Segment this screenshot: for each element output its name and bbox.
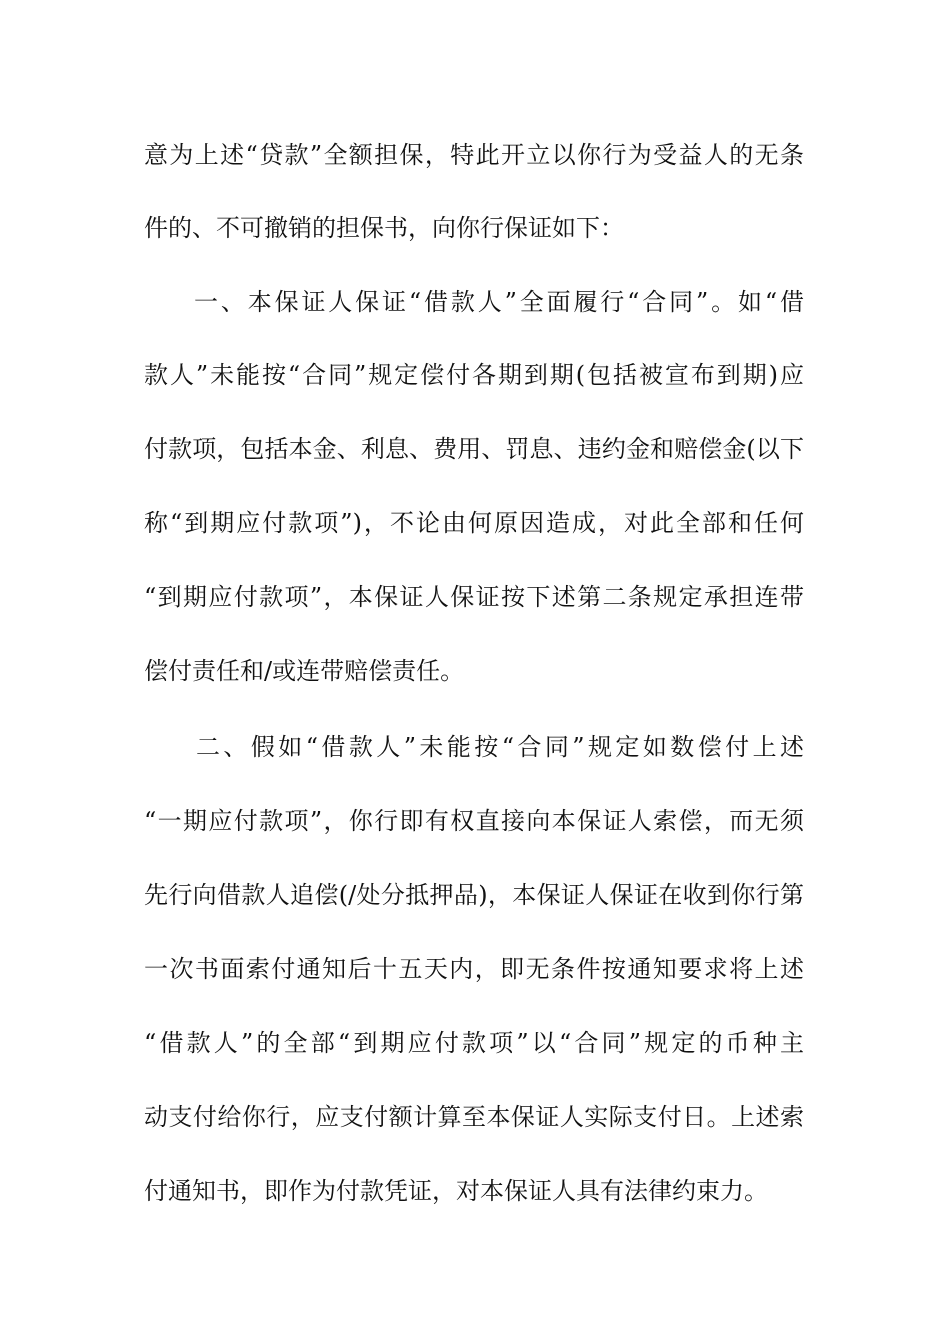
- text-line: 偿付责任和/或连带赔偿责任。: [144, 657, 465, 685]
- clause-1-heading-line: 一、本保证人保证“借款人”全面履行“合同”。如“借: [194, 288, 804, 316]
- text-line: 先行向借款人追偿(/处分抵押品)，本保证人保证在收到你行第: [144, 881, 804, 909]
- text-line: 意为上述“贷款”全额担保，特此开立以你行为受益人的无条: [144, 141, 804, 169]
- text-line: 款人”未能按“合同”规定偿付各期到期(包括被宣布到期)应: [144, 361, 804, 389]
- text-line: “一期应付款项”，你行即有权直接向本保证人索偿，而无须: [144, 807, 804, 835]
- text-line: 付通知书，即作为付款凭证，对本保证人具有法律约束力。: [144, 1177, 768, 1205]
- text-line: 一次书面索付通知后十五天内，即无条件按通知要求将上述: [144, 955, 804, 983]
- text-line: “借款人”的全部“到期应付款项”以“合同”规定的币种主: [144, 1029, 804, 1057]
- text-line: 称“到期应付款项”)，不论由何原因造成，对此全部和任何: [144, 509, 804, 537]
- text-line: 件的、不可撤销的担保书，向你行保证如下：: [144, 214, 624, 242]
- text-line: 付款项，包括本金、利息、费用、罚息、违约金和赔偿金(以下: [144, 435, 804, 463]
- text-line: “到期应付款项”，本保证人保证按下述第二条规定承担连带: [144, 583, 804, 611]
- text-line: 动支付给你行，应支付额计算至本保证人实际支付日。上述索: [144, 1103, 804, 1131]
- clause-2-heading-line: 二、假如“借款人”未能按“合同”规定如数偿付上述: [196, 733, 804, 761]
